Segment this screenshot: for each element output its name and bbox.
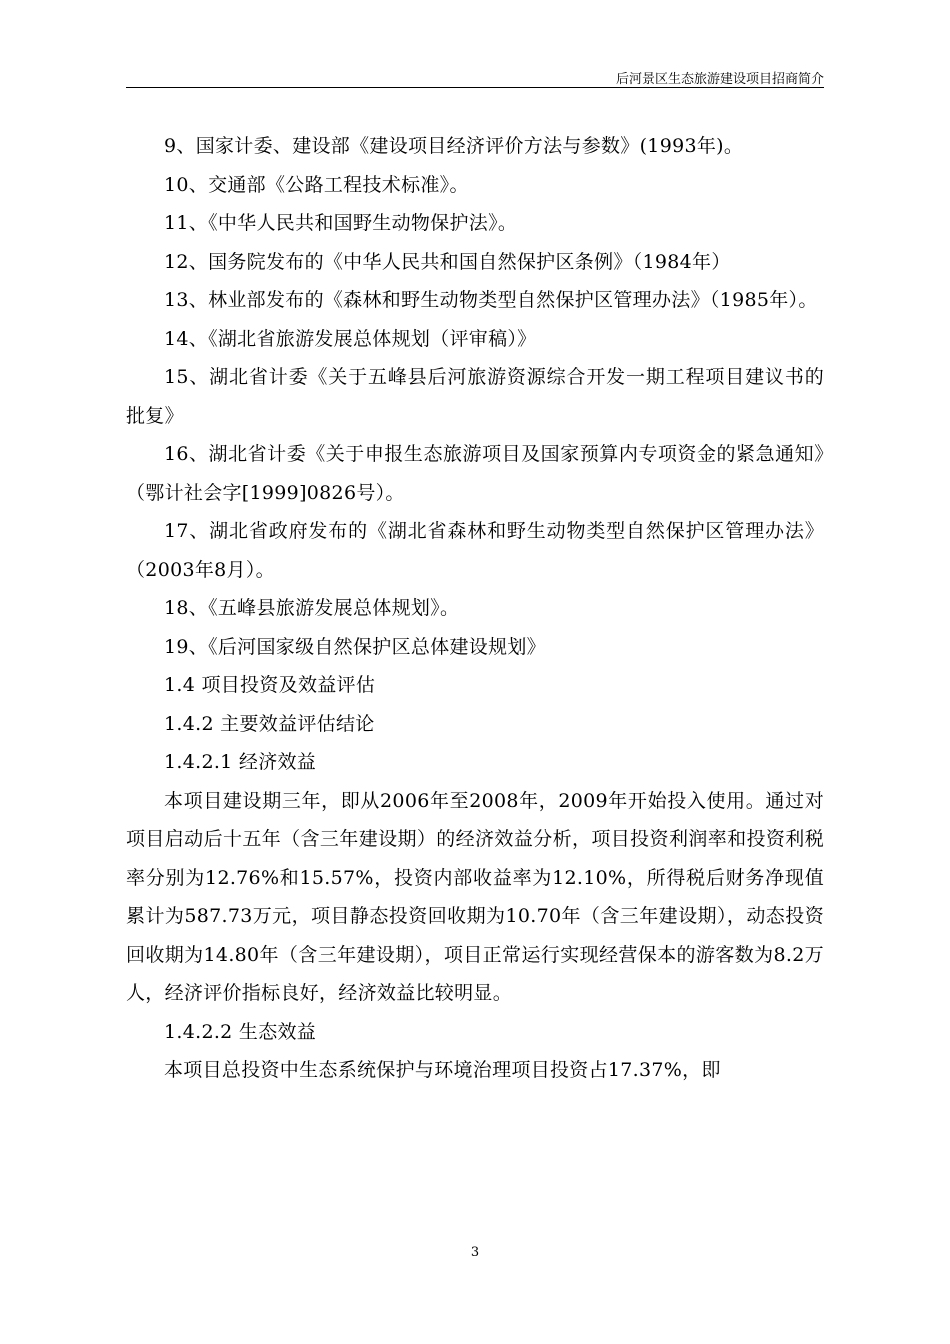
subsubsection-heading-ecological: 1.4.2.2 生态效益 bbox=[164, 1020, 317, 1043]
running-header: 后河景区生态旅游建设项目招商简介 bbox=[615, 72, 824, 87]
header-rule bbox=[126, 87, 824, 88]
reference-item-17: 17、湖北省政府发布的《湖北省森林和野生动物类型自然保护区管理办法》（2003年8月）。 bbox=[126, 520, 824, 581]
reference-item-11: 11、《中华人民共和国野生动物保护法》。 bbox=[164, 212, 518, 234]
reference-item-19: 19、《后河国家级自然保护区总体建设规划》 bbox=[164, 635, 546, 658]
reference-item-10: 10、交通部《公路工程技术标准》。 bbox=[164, 173, 469, 196]
reference-item-18: 18、《五峰县旅游发展总体规划》。 bbox=[164, 597, 460, 619]
reference-item-9: 9、国家计委、建设部《建设项目经济评价方法与参数》(1993年)。 bbox=[164, 135, 744, 157]
reference-item-14: 14、《湖北省旅游发展总体规划（评审稿）》 bbox=[164, 327, 537, 350]
subsubsection-heading-economic: 1.4.2.1 经济效益 bbox=[164, 751, 317, 773]
subsection-heading: 1.4.2 主要效益评估结论 bbox=[164, 712, 375, 735]
economic-benefit-paragraph: 本项目建设期三年，即从2006年至2008年，2009年开始投入使用。通过对项目启动后十五年（含三年建设期）的经济效益分析，项目投资利润率和投资利税率分别为12.76%和15.57%，投资内部收益率为12.10%，所得税后财务净现值累计为587.73万元，项目静态投资回收期为10.70年（含三年建设期），动态投资回收期为14.80年（含三年建设期），项目正常运行实现经营保本的游客数为8.2万人，经济评价指标良好，经济效益比较明显。 bbox=[126, 789, 824, 1004]
page-number: 3 bbox=[470, 1245, 480, 1260]
section-heading: 1.4 项目投资及效益评估 bbox=[164, 674, 376, 696]
reference-item-12: 12、国务院发布的《中华人民共和国自然保护区条例》（1984年） bbox=[164, 250, 731, 273]
reference-item-13: 13、林业部发布的《森林和野生动物类型自然保护区管理办法》（1985年）。 bbox=[164, 289, 818, 311]
reference-item-15: 15、湖北省计委《关于五峰县后河旅游资源综合开发一期工程项目建议书的批复》 bbox=[126, 366, 824, 427]
document-body bbox=[126, 127, 824, 1090]
reference-item-16: 16、湖北省计委《关于申报生态旅游项目及国家预算内专项资金的紧急通知》（鄂计社会字[1999]0826号）。 bbox=[126, 443, 824, 504]
ecological-benefit-paragraph: 本项目总投资中生态系统保护与环境治理项目投资占17.37%，即 bbox=[164, 1059, 721, 1081]
